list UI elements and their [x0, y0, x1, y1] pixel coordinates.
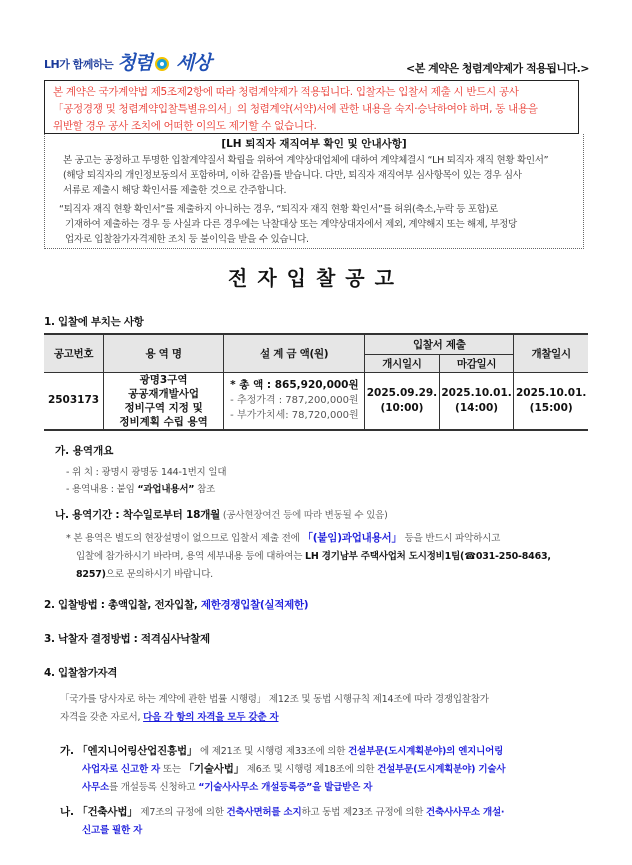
note-text: 등을 반드시 파악하시고 — [401, 533, 501, 544]
end-date: 2025.10.01. — [441, 386, 512, 399]
logo-main-left: 청렴 — [117, 52, 152, 74]
section-4-heading: 4. 입찰참가자격 — [44, 667, 118, 679]
qualification-ga-line-1 — [60, 743, 503, 758]
qual-text: 제7조의 규정에 의한 — [137, 807, 227, 818]
note-text: * 본 용역은 별도의 현장설명이 없으므로 입찰서 제출 전에 — [66, 533, 303, 544]
para-line: “퇴직자 재직 현황 확인서”를 제출하지 아니하는 경우, “퇴직자 재직 현황 확인서”를 허위(축소,누락 등 포함)로 — [59, 204, 498, 215]
contact-info: LH 경기남부 주택사업처 도시정비1팀(☎031-250-8463, — [305, 551, 551, 562]
bid-method-restricted: 제한경쟁입찰(실적제한) — [200, 599, 309, 611]
attachment-link: 「(붙임)과업내용서」 — [302, 532, 402, 544]
content-bold: “과업내용서” — [137, 484, 195, 495]
location-line — [66, 464, 226, 478]
service-period-line — [55, 507, 388, 522]
qual-emphasis: 건축사면허를 소지 — [226, 807, 302, 818]
retiree-notice-paragraph-1 — [59, 153, 569, 198]
service-name-line: 공공재개발사업 — [128, 387, 200, 400]
bid-table — [44, 333, 588, 431]
qual-emphasis: 건축사사무소 개설· — [426, 807, 505, 818]
qualification-ga-line-3 — [82, 779, 372, 793]
retiree-notice-paragraph-2 — [59, 202, 569, 247]
law-name: 가. 「엔지니어링산업진흥법」 — [60, 745, 198, 757]
para-line: 기재하여 제출하는 경우 등 사실과 다른 경우에는 낙찰대상 또는 계약상대자에서 제외, 계약해지 또는 해제, 부정당 — [65, 219, 517, 230]
header-opening: 개찰일시 — [514, 334, 588, 372]
contact-info: 8257) — [76, 569, 106, 580]
qual-emphasis: 사무소 — [82, 782, 109, 793]
qual-text: 를 개설등록 신청하고 — [108, 782, 199, 793]
law-name: 나. 「건축사법」 — [60, 806, 138, 818]
qualification-intro-line-2 — [60, 709, 278, 723]
estimated-price: - 추정가격 : 787,200,000원 — [230, 395, 359, 407]
header-notice-no: 공고번호 — [44, 334, 104, 372]
qual-text: 또는 — [160, 764, 184, 775]
period-value: 착수일로부터 18개월 — [122, 509, 221, 521]
cell-opening — [514, 372, 588, 430]
total-amount: * 총 액 : 865,920,000원 — [230, 379, 359, 392]
logo-prefix: LH가 함께하는 — [44, 58, 114, 71]
vat-amount: - 부가가치세: 78,720,000원 — [230, 410, 359, 422]
header-design-amount: 설 계 금 액(원) — [224, 334, 365, 372]
red-box-line: 위반할 경우 공사 조치에 어떠한 이의도 제기할 수 없습니다. — [53, 120, 317, 132]
qual-emphasis: 건설부문(도시계획분야) 기술사 — [377, 764, 506, 775]
header-end: 마감일시 — [439, 354, 514, 372]
logo-main-right: 세상 — [175, 52, 211, 74]
logo-badge-icon — [155, 57, 169, 71]
open-time: (15:00) — [529, 401, 573, 414]
service-name-line: 정비구역 지정 및 — [124, 401, 203, 414]
qualification-na-line-1 — [60, 804, 504, 819]
qual-emphasis: 신고를 필한 자 — [82, 825, 143, 836]
start-time: (10:00) — [380, 401, 424, 414]
qual-text: 하고 동법 제23조 규정에 의한 — [301, 807, 426, 818]
qual-text: 에 제21조 및 시행령 제33조에 의한 — [197, 746, 349, 757]
note-text: 으로 문의하시기 바랍니다. — [105, 569, 214, 580]
open-date: 2025.10.01. — [515, 386, 587, 399]
section-1-heading: 1. 입찰에 부치는 사항 — [44, 316, 144, 328]
retiree-notice-box — [44, 134, 584, 249]
document-header — [44, 46, 589, 76]
note-text: 입찰에 참가하시기 바라며, 용역 세부내용 등에 대하여는 — [76, 551, 306, 562]
para-line: (해당 퇴직자의 개인정보동의서 포함하며, 이하 같음)를 받습니다. 다만, 퇴직자 재직여부 심사항목이 있는 경우 심사 — [63, 170, 522, 181]
integrity-contract-box — [44, 80, 579, 134]
cell-notice-no: 2503173 — [44, 372, 104, 430]
table-row — [44, 372, 588, 430]
service-content-line — [66, 481, 215, 495]
qualification-ga-line-2 — [82, 761, 505, 776]
section-3-heading: 3. 낙찰자 결정방법 : 적격심사낙찰제 — [44, 633, 210, 645]
section-2-heading — [44, 597, 308, 612]
service-name-line: 광명3구역 — [139, 373, 188, 386]
location-label: - 위 치 : — [66, 467, 102, 478]
bid-method-text: 2. 입찰방법 : 총액입찰, 전자입찰, — [44, 599, 201, 611]
note-line-3 — [76, 566, 213, 580]
intro-emphasis: 다음 각 항의 자격을 모두 갖춘 자 — [143, 712, 279, 723]
red-box-line: 「공정경쟁 및 청렴계약입찰특별유의서」의 청렴계약(서약)서에 관한 내용을 숙지·승낙하여야 하며, 동 내용을 — [53, 103, 538, 115]
content-tail: 참조 — [194, 484, 216, 495]
red-box-line: 본 계약은 국가계약법 제5조제2항에 따라 청렴계약제가 적용됩니다. 입찰자는 입찰서 제출 시 반드시 공사 — [53, 86, 519, 98]
qual-text: 제6조 및 시행령 제18조에 의한 — [244, 764, 378, 775]
lh-logo — [44, 48, 211, 75]
intro-text: 자격을 갖춘 자로서, — [60, 712, 144, 723]
qual-emphasis: 사업자로 신고한 자 — [82, 764, 161, 775]
para-line: 업자로 입찰참가자격제한 조치 등 불이익을 받을 수 있습니다. — [65, 234, 309, 245]
note-line-2 — [76, 548, 551, 562]
cell-service-name — [104, 372, 224, 430]
para-line: 서류로 제출시 해당 확인서를 제출한 것으로 간주합니다. — [63, 185, 287, 196]
qual-emphasis: “기술사사무소 개설등록증”을 발급받은 자 — [198, 782, 373, 793]
header-start: 개시일시 — [365, 354, 440, 372]
period-heading: 나. 용역기간 : — [55, 509, 123, 521]
cell-start — [365, 372, 440, 430]
service-name-line: 정비계획 수립 용역 — [119, 415, 208, 428]
cell-design-amount — [224, 372, 365, 430]
retiree-notice-title: [LH 퇴직자 재직여부 확인 및 안내사항] — [221, 138, 407, 150]
content-label: - 용역내용 : 붙임 — [66, 484, 138, 495]
note-line-1 — [66, 530, 500, 545]
location-value: 광명시 광명동 144-1번지 일대 — [101, 467, 227, 478]
end-time: (14:00) — [455, 401, 499, 414]
cell-end — [439, 372, 514, 430]
qualification-intro-line-1: 「국가를 당사자로 하는 계약에 관한 법률 시행령」 제12조 및 동법 시행규칙 제14조에 따라 경쟁입찰참가 — [60, 694, 489, 705]
qualification-na-line-2 — [82, 822, 142, 836]
law-name: 「기술사법」 — [183, 763, 244, 775]
page-title: 전자입찰공고 — [228, 266, 404, 290]
start-date: 2025.09.29. — [366, 386, 438, 399]
header-bid-submission: 입찰서 제출 — [365, 334, 514, 354]
service-overview-heading: 가. 용역개요 — [55, 445, 114, 457]
integrity-contract-notice: <본 계약은 청렴계약제가 적용됩니다.> — [406, 62, 589, 75]
para-line: 본 공고는 공정하고 투명한 입찰계약질서 확립을 위하여 계약상대업체에 대하여 계약체결시 “LH 퇴직자 재직 현황 확인서” — [63, 155, 549, 166]
period-note: (공사현장여건 등에 따라 변동될 수 있음) — [220, 510, 388, 521]
qual-emphasis: 건설부문(도시계획분야)의 엔지니어링 — [348, 746, 504, 757]
header-service-name: 용 역 명 — [104, 334, 224, 372]
